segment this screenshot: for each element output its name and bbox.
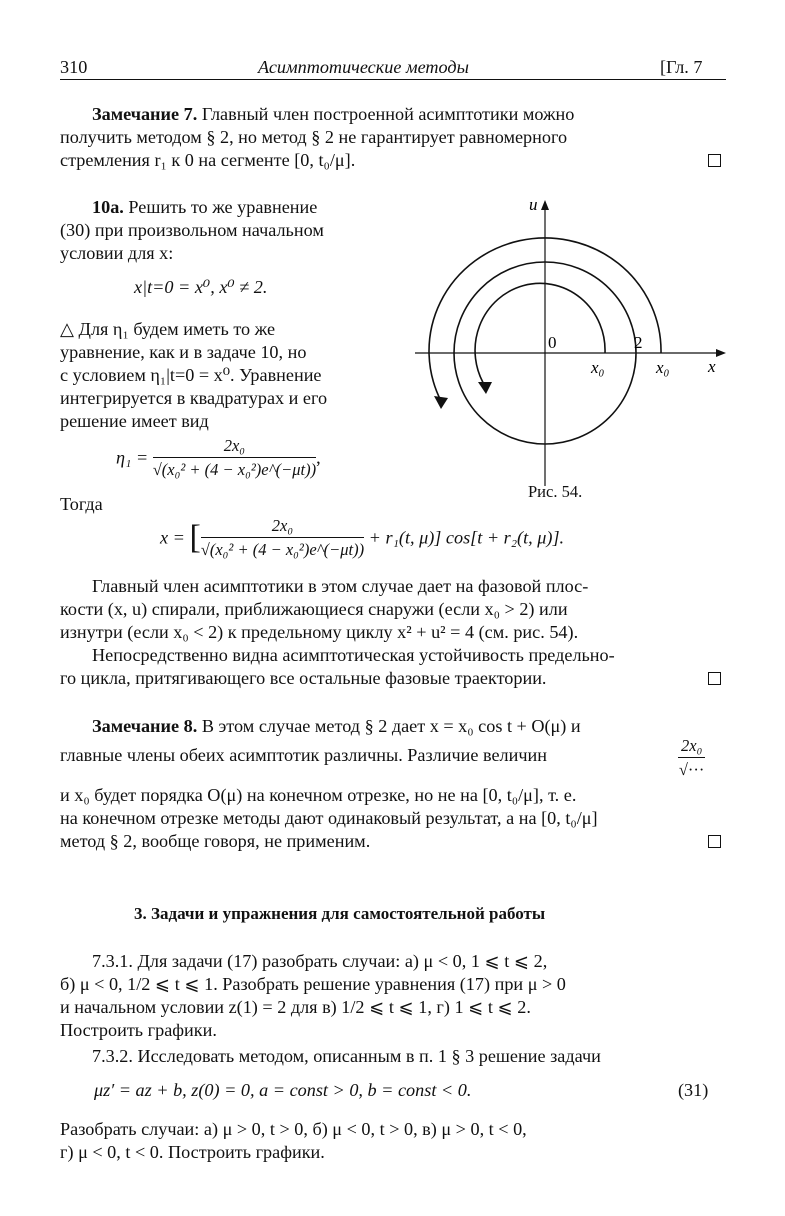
two-label: 2: [634, 333, 643, 352]
eta-lhs: η₁ =: [116, 447, 149, 468]
task10a-line2: (30) при произвольном начальном: [60, 220, 324, 240]
ex731-line3: и начальном условии z(1) = 2 для в) 1/2 ⩽ t ⩽ 1, г) 1 ⩽ t ⩽ 2.: [60, 997, 531, 1017]
axis-u-label: u: [529, 196, 538, 214]
then-word: Тогда: [60, 494, 103, 514]
x-axis-arrow: [716, 349, 726, 357]
solution-line2: уравнение, как и в задаче 10, но: [60, 342, 307, 362]
eta-numerator: 2x₀: [153, 436, 316, 458]
task10a-label: 10а.: [92, 197, 124, 217]
task10a-line1: [92, 196, 317, 218]
ex732-line2: Разобрать случаи: а) μ > 0, t > 0, б) μ < 0, t > 0, в) μ > 0, t < 0,: [60, 1119, 527, 1139]
x-fraction: [201, 516, 364, 560]
remark7-line1: [92, 103, 574, 125]
equation-number: (31): [678, 1080, 709, 1100]
ex731-line4: Построить графики.: [60, 1020, 217, 1040]
page-number: 310: [60, 57, 88, 77]
remark8-label: Замечание 8.: [92, 716, 198, 736]
remark8-frac-num: 2x₀: [678, 736, 705, 758]
qed-box: [708, 154, 721, 167]
remark8-line2: главные члены обеих асимптотик различны. Различие величин: [60, 745, 547, 765]
task10a-line3: условии для x:: [60, 243, 174, 263]
phase-line3: изнутри (если x₀ < 2) к предельному циклу x² + u² = 4 (см. рис. 54).: [60, 622, 579, 642]
phase-line4: Непосредственно видна асимптотическая устойчивость предельно-: [92, 645, 615, 665]
x0-inner-label: x₀: [591, 358, 605, 377]
remark7-line1-text: Главный член построенной асимптотики можно: [201, 104, 575, 124]
remark8-line1-text: В этом случае метод § 2 дает x = x₀ cos t + O(μ) и: [201, 716, 581, 736]
qed-box: [708, 835, 721, 848]
section-heading: 3. Задачи и упражнения для самостоятельной работы: [134, 904, 546, 923]
inner-spiral: [475, 283, 605, 386]
x-numerator: 2x₀: [201, 516, 364, 538]
x-lhs: x =: [160, 527, 185, 548]
solution-line5: решение имеет вид: [60, 411, 209, 431]
eta-fraction: [153, 436, 316, 480]
task10a-line1-text: Решить то же уравнение: [128, 197, 318, 217]
u-axis-arrow: [541, 200, 549, 210]
initial-condition: x|t=0 = x⁰, x⁰ ≠ 2.: [134, 277, 268, 297]
remark8-line5: метод § 2, вообще говоря, не применим.: [60, 831, 371, 851]
ex731-line2: б) μ < 0, 1/2 ⩽ t ⩽ 1. Разобрать решение уравнения (17) при μ > 0: [60, 974, 566, 994]
solution-line4: интегрируется в квадратурах и его: [60, 388, 328, 408]
phase-line1: Главный член асимптотики в этом случае дает на фазовой плос-: [92, 576, 589, 596]
running-title: Асимптотические методы: [258, 57, 469, 77]
phase-line5: го цикла, притягивающего все остальные фазовые траектории.: [60, 668, 547, 688]
qed-box: [708, 672, 721, 685]
remark8-frac-den: √···: [678, 760, 705, 779]
ex732-equation: μz′ = az + b, z(0) = 0, a = const > 0, b = const < 0.: [94, 1080, 472, 1100]
remark7-line2: получить методом § 2, но метод § 2 не гарантирует равномерного: [60, 127, 568, 147]
remark7-line3: стремления r₁ к 0 на сегменте [0, t₀/μ].: [60, 150, 356, 170]
ex731-line1: 7.3.1. Для задачи (17) разобрать случаи: а) μ < 0, 1 ⩽ t ⩽ 2,: [92, 951, 548, 971]
x0-outer-label: x₀: [656, 358, 670, 377]
solution-line3: с условием η₁|t=0 = x⁰. Уравнение: [60, 365, 322, 385]
x-tail: + r₁(t, μ)] cos[t + r₂(t, μ)].: [368, 527, 565, 548]
origin-label: 0: [548, 333, 557, 352]
figure-caption: Рис. 54.: [528, 482, 583, 501]
x-formula: [160, 516, 564, 560]
ex732-line1: 7.3.2. Исследовать методом, описанным в п. 1 § 3 решение задачи: [92, 1046, 601, 1066]
solution-line1: △ Для η₁ будем иметь то же: [60, 319, 276, 339]
remark8-line1: [92, 715, 581, 737]
phase-line2: кости (x, u) спирали, приближающиеся снаружи (если x₀ > 2) или: [60, 599, 568, 619]
eta-denominator: √(x₀² + (4 − x₀²)e^(−μt)): [152, 460, 317, 479]
inner-spiral-arrow: [478, 382, 492, 394]
eta-formula: η₁ = $\frac{\text{2x₀}}{\text{√(x₀² + (4 − x₀²)e\textasciicircum{}(−μt))}}$ ,: [116, 436, 321, 479]
remark8-line4: на конечном отрезке методы дают одинаковый результат, а на [0, t₀/μ]: [60, 808, 598, 828]
ex732-line3: г) μ < 0, t < 0. Построить графики.: [60, 1142, 325, 1162]
header-rule: [60, 79, 726, 80]
remark8-fraction: [678, 736, 705, 780]
remark8-line3: и x₀ будет порядка O(μ) на конечном отрезке, но не на [0, t₀/μ], т. е.: [60, 785, 577, 805]
figure-54: [410, 196, 730, 506]
chapter-label: [Гл. 7: [660, 57, 703, 77]
remark7-label: Замечание 7.: [92, 104, 198, 124]
open-bracket: [: [189, 519, 201, 556]
outer-spiral-arrow: [434, 396, 448, 409]
axis-x-label: x: [708, 357, 716, 376]
x-denominator: √(x₀² + (4 − x₀²)e^(−μt)): [200, 540, 365, 559]
